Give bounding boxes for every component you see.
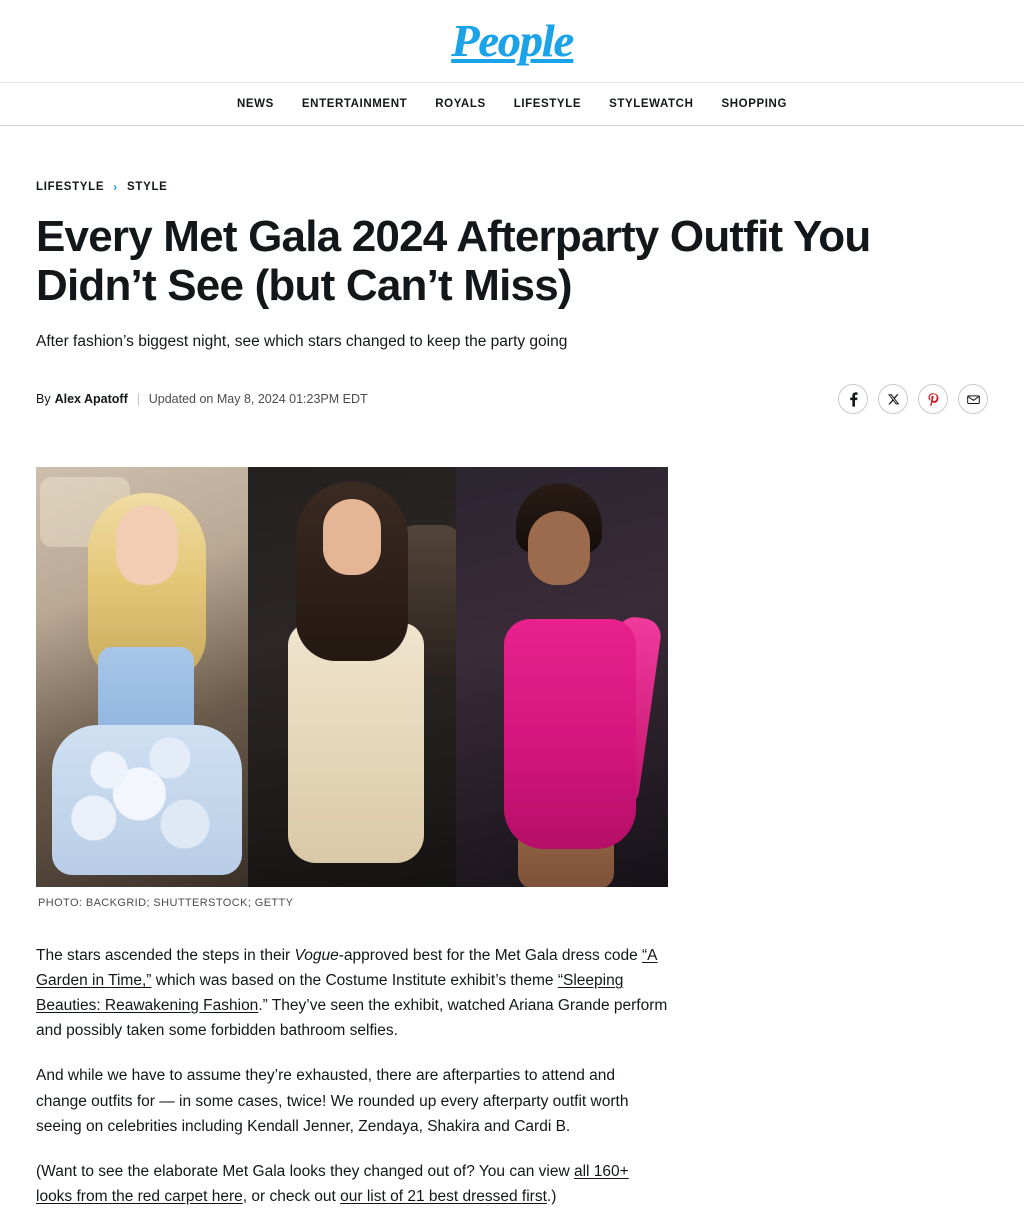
photo-credit: PHOTO: BACKGRID; SHUTTERSTOCK; GETTY [38, 897, 294, 909]
photo-face [528, 511, 590, 585]
paragraph-1 [36, 943, 668, 1043]
pinterest-share-button[interactable] [918, 384, 948, 414]
link-sleeping-beauties[interactable]: “Sleeping Beauties: Reawakening Fashion [36, 972, 624, 1015]
paragraph-2: And while we have to assume they’re exhausted, there are afterparties to attend and change outfits for — in some cases, twice! We rounded up every afterparty outfit worth seeing on celebrities including Kendall Jenner, Zendaya, Shakira and Cardi B. [36, 1067, 629, 1135]
lead-image-figure [36, 467, 988, 909]
article-container [0, 180, 1024, 1209]
byline-divider [138, 393, 139, 406]
photo-face [323, 499, 381, 575]
breadcrumb-item-lifestyle[interactable]: LIFESTYLE [36, 181, 105, 193]
paragraph-3-text-c: .) [546, 1187, 557, 1205]
facebook-share-button[interactable] [838, 384, 868, 414]
article-body [36, 943, 668, 1209]
photo-lizzo [456, 467, 668, 887]
nav-item-shopping[interactable]: SHOPPING [721, 98, 787, 110]
photo-sabrina-carpenter [36, 467, 248, 887]
breadcrumb [36, 180, 988, 194]
chevron-right-icon: › [113, 180, 118, 194]
lead-image [36, 467, 668, 887]
photo-pink-dress [504, 619, 636, 849]
paragraph-3-text-a: (Want to see the elaborate Met Gala looks they changed out of? You can view [36, 1162, 574, 1180]
paragraph-1-text-b: -approved best for the Met Gala dress code [338, 947, 643, 964]
link-160-looks[interactable]: all 160+ looks from the red carpet here [36, 1162, 629, 1205]
share-buttons [838, 384, 988, 414]
paragraph-3-text-b: , or check out [242, 1187, 341, 1205]
nav-item-news[interactable]: NEWS [237, 98, 274, 110]
site-masthead [0, 0, 1024, 82]
vogue-emphasis: Vogue [294, 947, 339, 964]
people-logo[interactable]: People [451, 15, 573, 66]
photo-face [116, 505, 178, 585]
nav-item-royals[interactable]: ROYALS [435, 98, 486, 110]
nav-list [237, 98, 787, 110]
nav-item-lifestyle[interactable]: LIFESTYLE [513, 98, 582, 110]
paragraph-3 [36, 1159, 668, 1209]
paragraph-1-text-c: which was based on the Costume Institute exhibit’s theme [151, 972, 558, 990]
pinterest-icon [926, 392, 941, 407]
article-dek: After fashion’s biggest night, see which stars changed to keep the party going [36, 332, 568, 350]
envelope-icon [966, 392, 981, 407]
byline-prefix: By [36, 392, 51, 406]
x-share-button[interactable] [878, 384, 908, 414]
x-twitter-icon [887, 393, 900, 406]
email-share-button[interactable] [958, 384, 988, 414]
author-link[interactable]: Alex Apatoff [54, 392, 128, 406]
paragraph-1-text-d: .” They’ve seen the exhibit, watched Ariana Grande perform and possibly taken some forbidden bathroom selfies. [36, 997, 668, 1040]
primary-navigation [0, 82, 1024, 126]
updated-timestamp: Updated on May 8, 2024 01:23PM EDT [148, 392, 368, 406]
breadcrumb-item-style[interactable]: STYLE [126, 181, 168, 193]
facebook-icon [846, 392, 861, 407]
byline [36, 392, 368, 406]
photo-kendall-jenner [248, 467, 456, 887]
paragraph-1-text-a: The stars ascended the steps in their [36, 947, 295, 964]
page-title: Every Met Gala 2024 Afterparty Outfit You Didn’t See (but Can’t Miss) [36, 212, 871, 311]
byline-row [36, 379, 988, 419]
nav-item-stylewatch[interactable]: STYLEWATCH [609, 98, 694, 110]
photo-floral-skirt [52, 725, 242, 875]
link-garden-in-time[interactable]: “A Garden in Time,” [36, 947, 658, 990]
nav-item-entertainment[interactable]: ENTERTAINMENT [301, 98, 408, 110]
link-21-best-dressed[interactable]: our list of 21 best dressed first [340, 1187, 547, 1205]
